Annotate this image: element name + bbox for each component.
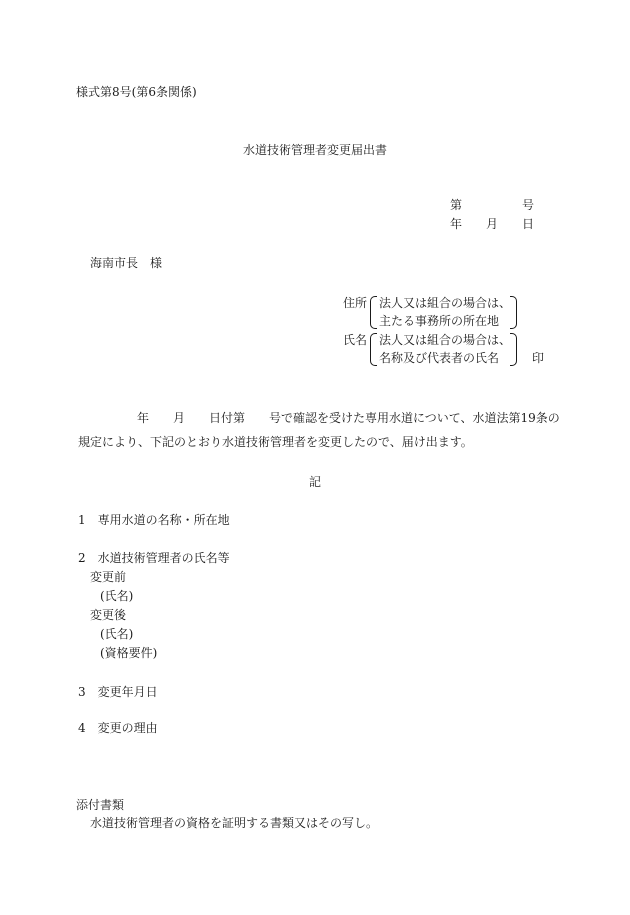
- attachments-text: 水道技術管理者の資格を証明する書類又はその写し。: [90, 816, 379, 830]
- body-date-dai: 日付第: [209, 411, 246, 425]
- item-2-after-name: (氏名): [100, 627, 134, 641]
- form-number: 様式第8号(第6条関係): [76, 85, 197, 99]
- name-bracket-left: [370, 333, 377, 366]
- body-year: 年: [137, 411, 150, 425]
- ki-heading: 記: [308, 475, 321, 489]
- item-2-before-name: (氏名): [100, 589, 134, 603]
- date-month: 月: [486, 217, 499, 231]
- body-line1-rest: 号で確認を受けた専用水道について、水道法第19条の: [269, 411, 560, 425]
- address-note-line2: 主たる事務所の所在地: [379, 314, 500, 328]
- item-4: 4 変更の理由: [78, 721, 158, 735]
- addressee: 海南市長 様: [90, 256, 163, 270]
- document-title: 水道技術管理者変更届出書: [242, 143, 387, 157]
- item-2-before: 変更前: [90, 570, 127, 584]
- doc-number-go: 号: [522, 198, 535, 212]
- name-note-line2: 名称及び代表者の氏名: [379, 351, 500, 365]
- item-2: 2 水道技術管理者の氏名等: [78, 551, 230, 565]
- attachments-heading: 添付書類: [76, 798, 125, 812]
- address-note-line1: 法人又は組合の場合は、: [379, 296, 512, 310]
- seal-mark: 印: [532, 351, 545, 365]
- date-day: 日: [522, 217, 535, 231]
- doc-number-dai: 第: [450, 198, 463, 212]
- address-bracket-right: [510, 296, 517, 329]
- date-year: 年: [450, 217, 463, 231]
- item-2-after: 変更後: [90, 608, 127, 622]
- item-2-after-qualification: (資格要件): [100, 646, 158, 660]
- item-3: 3 変更年月日: [78, 685, 158, 699]
- name-label: 氏名: [343, 333, 368, 347]
- item-1: 1 専用水道の名称・所在地: [78, 513, 230, 527]
- name-bracket-right: [510, 333, 517, 366]
- name-note-line1: 法人又は組合の場合は、: [379, 333, 512, 347]
- address-bracket-left: [370, 296, 377, 329]
- address-label: 住所: [343, 296, 368, 310]
- body-month: 月: [173, 411, 186, 425]
- body-line2: 規定により、下記のとおり水道技術管理者を変更したので、届け出ます。: [78, 435, 473, 449]
